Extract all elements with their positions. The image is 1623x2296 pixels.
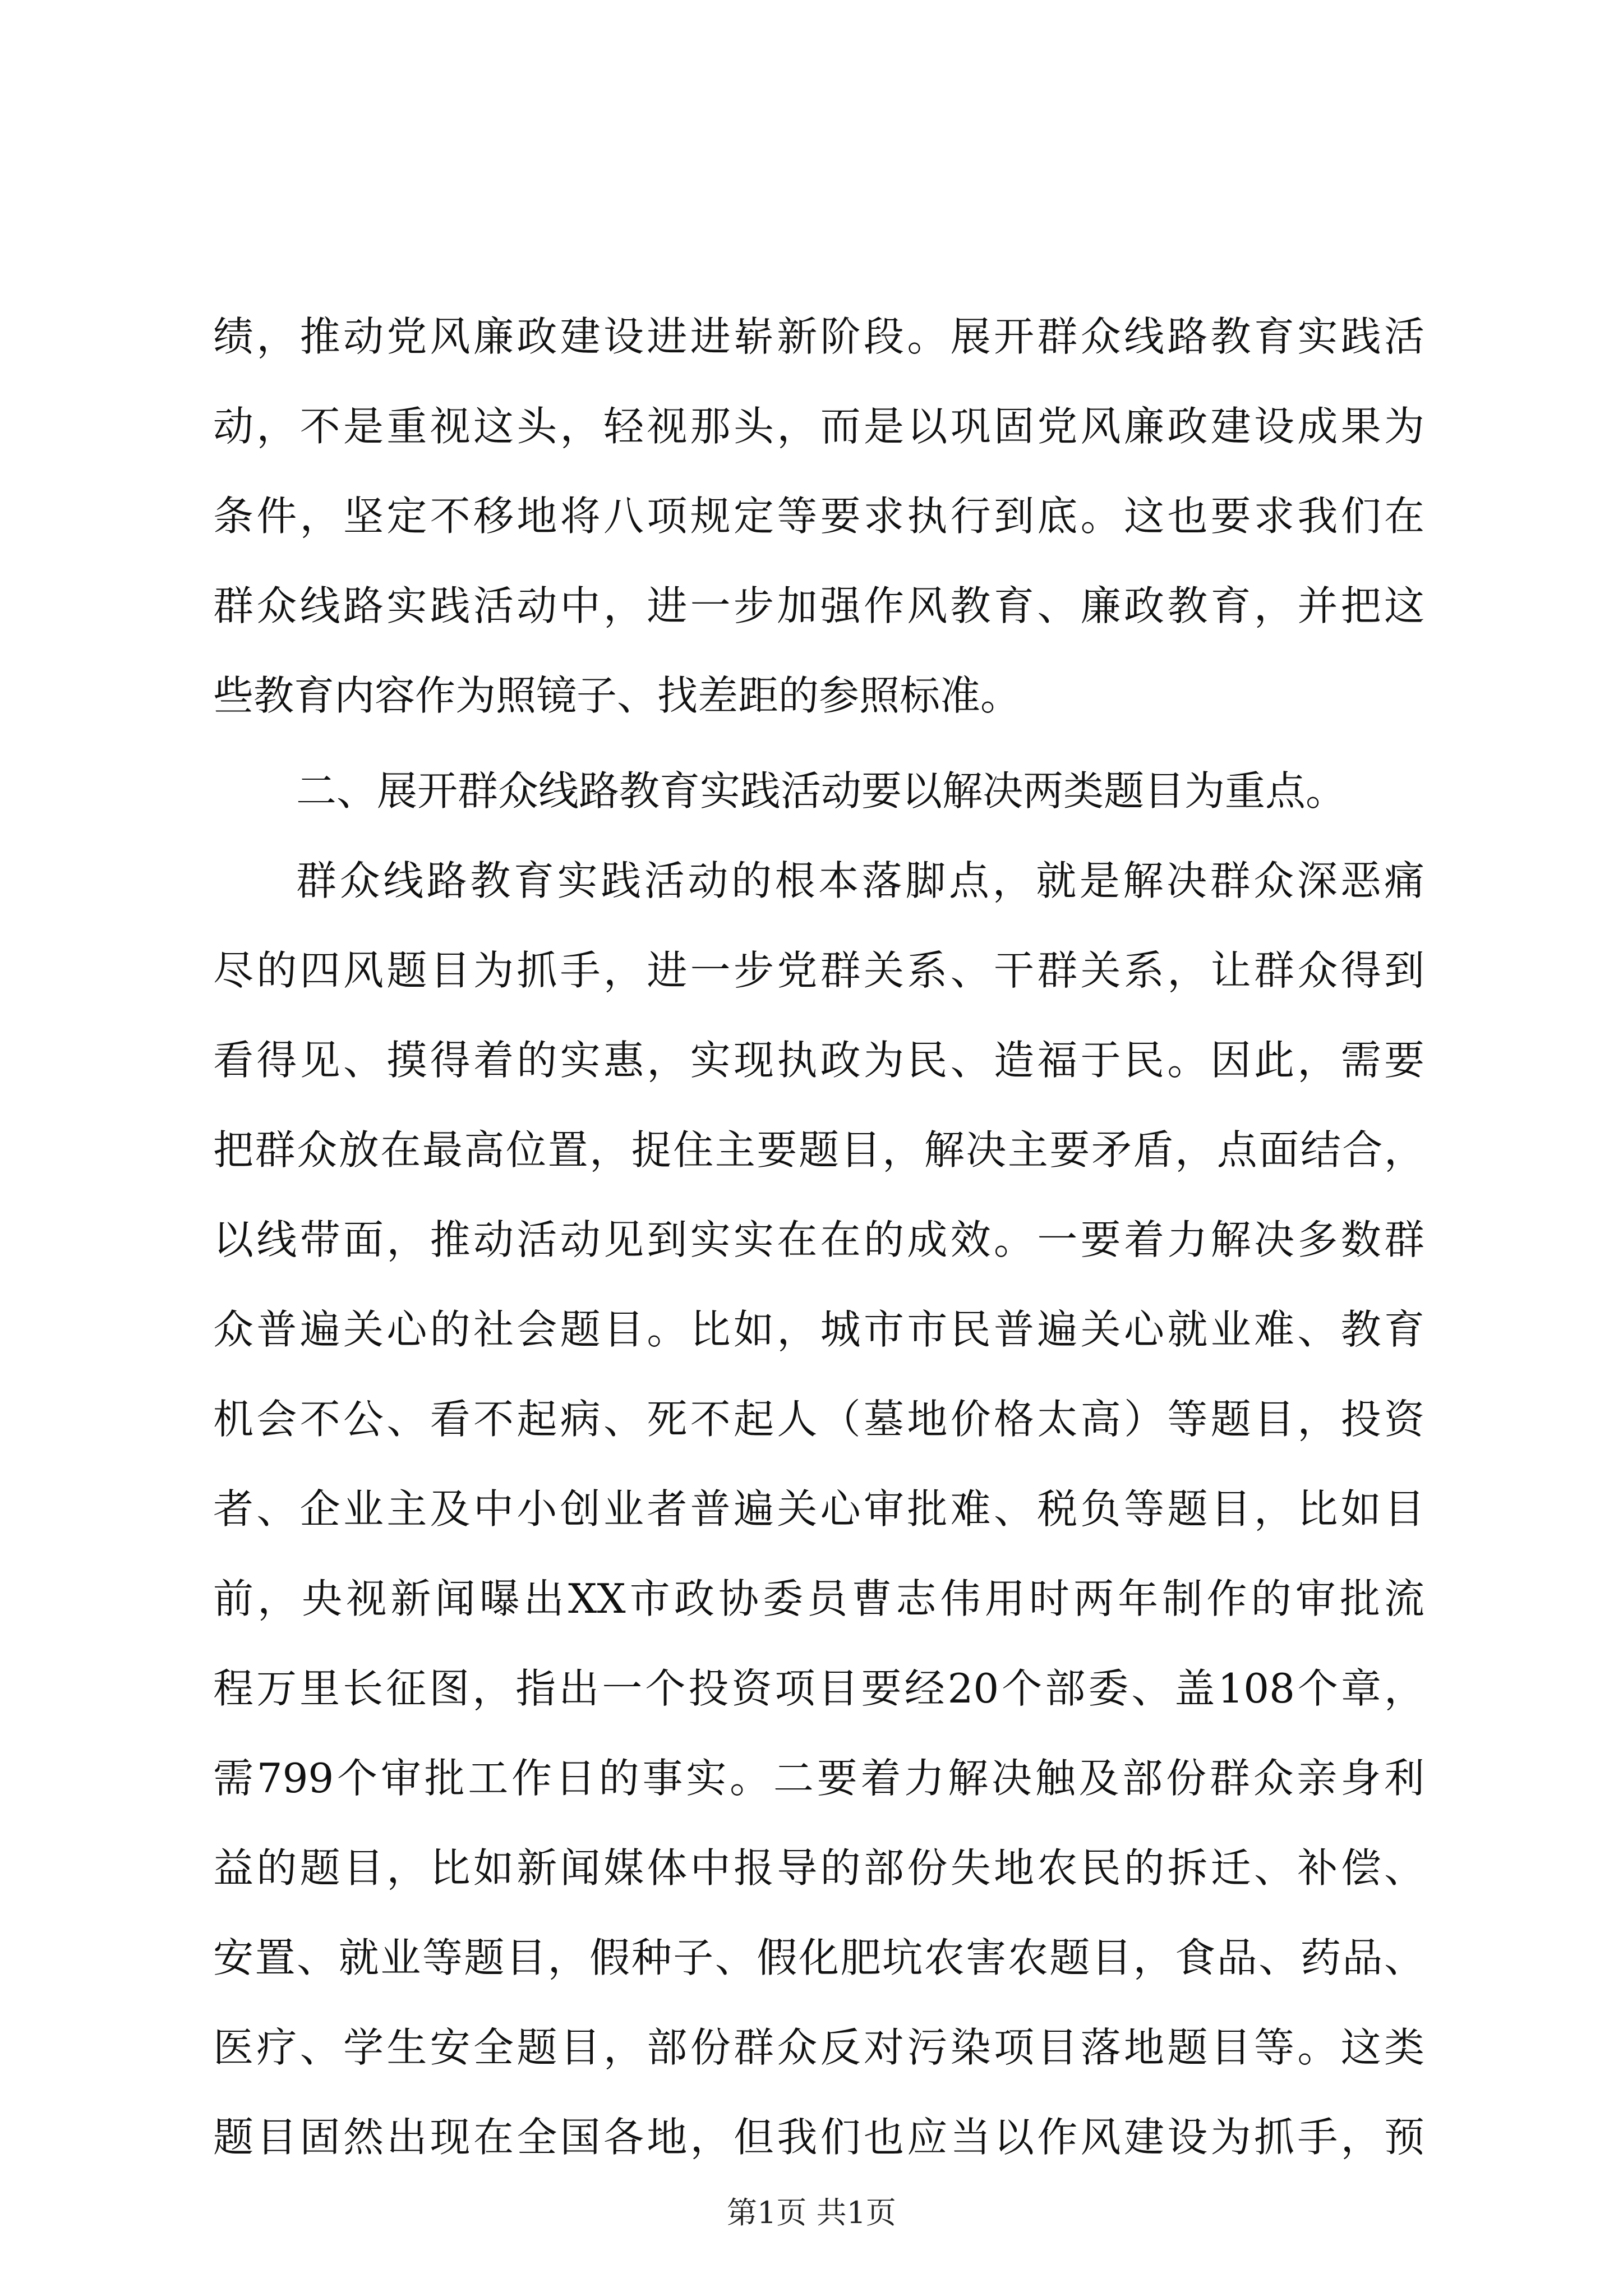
paragraph-line: 把群众放在最高位置，捉住主要题目，解决主要矛盾，点面结合， [213, 1126, 1424, 1174]
page-footer: 第1页 共1页 [727, 2195, 896, 2230]
paragraph-line: 群众线路实践活动中，进一步加强作风教育、廉政教育，并把这 [213, 582, 1424, 629]
paragraph-line: 益的题目，比如新闻媒体中报导的部份失地农民的拆迁、补偿、 [213, 1844, 1424, 1892]
paragraph-line: 些教育内容作为照镜子、找差距的参照标准。 [213, 672, 1021, 719]
paragraph-line: 前，央视新闻曝出XX市政协委员曹志伟用时两年制作的审批流 [213, 1575, 1424, 1622]
paragraph-line: 以线带面，推动活动见到实实在在的成效。一要着力解决多数群 [213, 1216, 1424, 1263]
paragraph-line: 绩，推动党风廉政建设进进崭新阶段。展开群众线路教育实践活 [213, 313, 1424, 360]
paragraph-line: 尽的四风题目为抓手，进一步党群关系、干群关系，让群众得到 [213, 947, 1424, 994]
paragraph-line: 机会不公、看不起病、死不起人（墓地价格太高）等题目，投资 [213, 1396, 1424, 1443]
paragraph-line: 看得见、摸得着的实惠，实现执政为民、造福于民。因此，需要 [213, 1037, 1424, 1084]
paragraph-line: 动，不是重视这头，轻视那头，而是以巩固党风廉政建设成果为 [213, 403, 1424, 450]
paragraph-line: 程万里长征图，指出一个投资项目要经20个部委、盖108个章， [213, 1665, 1424, 1712]
paragraph-line: 题目固然出现在全国各地，但我们也应当以作风建设为抓手，预 [213, 2114, 1424, 2161]
paragraph-line: 安置、就业等题目，假种子、假化肥坑农害农题目，食品、药品、 [213, 1934, 1424, 1981]
paragraph-line: 群众线路教育实践活动的根本落脚点，就是解决群众深恶痛 [296, 857, 1424, 904]
paragraph-line: 众普遍关心的社会题目。比如，城市市民普遍关心就业难、教育 [213, 1306, 1424, 1353]
paragraph-line: 条件，坚定不移地将八项规定等要求执行到底。这也要求我们在 [213, 493, 1424, 540]
paragraph-line: 需799个审批工作日的事实。二要着力解决触及部份群众亲身利 [213, 1755, 1424, 1802]
paragraph-line: 者、企业主及中小创业者普遍关心审批难、税负等题目，比如目 [213, 1485, 1424, 1533]
section-heading: 二、展开群众线路教育实践活动要以解决两类题目为重点。 [296, 767, 1347, 815]
paragraph-line: 医疗、学生安全题目，部份群众反对污染项目落地题目等。这类 [213, 2024, 1424, 2071]
